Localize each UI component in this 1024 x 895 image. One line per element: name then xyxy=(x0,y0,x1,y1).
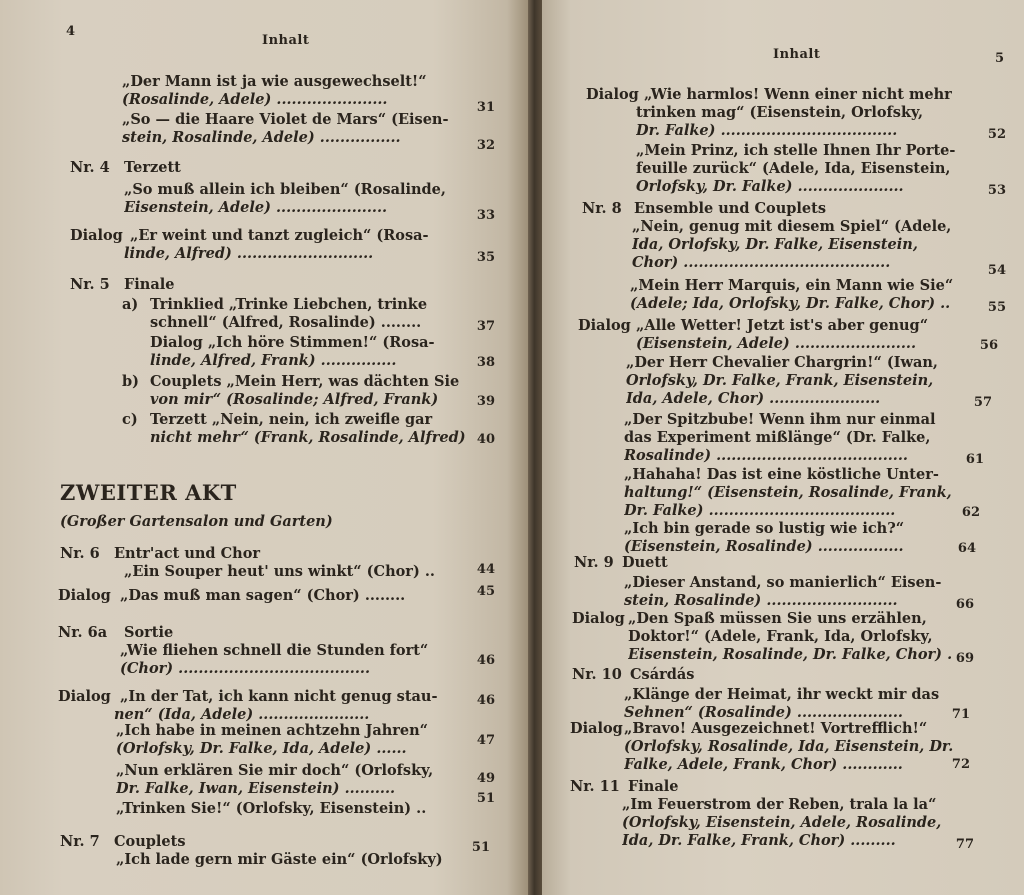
number-label: Nr. 6a xyxy=(58,624,108,641)
number-label: Nr. 11 xyxy=(570,778,620,795)
toc-entry xyxy=(624,466,980,520)
entry-line: Ida, Adele, Chor) ...................... xyxy=(626,390,881,407)
page-number-right: 5 xyxy=(995,51,1005,66)
page-ref: 61 xyxy=(965,452,984,467)
entry-line: Couplets „Mein Herr, was dächten Sie xyxy=(150,373,460,390)
page-ref: 66 xyxy=(955,597,974,612)
toc-entry xyxy=(70,159,495,223)
toc-entry xyxy=(58,584,495,605)
entry-line: „Wie harmlos! Wenn einer nicht mehr xyxy=(644,86,952,103)
running-head-left: Inhalt xyxy=(262,33,310,48)
number-label: Dialog xyxy=(578,317,631,334)
toc-entry xyxy=(572,610,974,664)
entry-line: schnell“ (Alfred, Rosalinde) ........ xyxy=(150,314,422,331)
entry-line: Dr. Falke, Iwan, Eisenstein) .......... xyxy=(116,780,396,797)
section-heading: Ensemble und Couplets xyxy=(634,200,827,217)
entry-line: von mir“ (Rosalinde; Alfred, Frank) xyxy=(150,391,439,408)
entry-line: haltung!“ (Eisenstein, Rosalinde, Frank, xyxy=(624,484,952,501)
entry-line: „Ich habe in meinen achtzehn Jahren“ xyxy=(116,722,429,739)
entry-line: trinken mag“ (Eisenstein, Orlofsky, xyxy=(636,104,924,121)
book-gutter xyxy=(528,0,542,895)
entry-line: (Chor) ...................................... xyxy=(120,660,370,677)
page-ref: 62 xyxy=(961,505,980,520)
entry-line: (Eisenstein, Rosalinde) ................. xyxy=(624,538,904,555)
page-ref: 49 xyxy=(476,771,495,786)
page-ref: 72 xyxy=(951,757,970,772)
entry-line: „Das muß man sagen“ (Chor) ........ xyxy=(120,587,406,604)
page-ref: 56 xyxy=(979,338,998,353)
entry-line: „Wie fliehen schnell die Stunden fort“ xyxy=(120,642,429,659)
entry-line: Eisenstein, Rosalinde, Dr. Falke, Chor) . xyxy=(628,646,953,663)
entry-line: linde, Alfred) ........................... xyxy=(124,245,374,262)
toc-entry xyxy=(60,833,490,869)
page-ref: 38 xyxy=(476,355,495,370)
entry-line: Falke, Adele, Frank, Chor) ............ xyxy=(624,756,903,773)
page-ref: 39 xyxy=(476,394,495,409)
entry-line: (Eisenstein, Adele) ........................ xyxy=(636,335,916,352)
page-ref: 44 xyxy=(476,562,495,577)
entry-line: (Orlofsky, Rosalinde, Ida, Eisenstein, Dr. xyxy=(624,738,954,755)
page-ref: 77 xyxy=(955,837,974,852)
number-label: Dialog xyxy=(572,610,625,627)
entry-line: Ida, Dr. Falke, Frank, Chor) ......... xyxy=(622,832,896,849)
toc-entry xyxy=(116,722,495,758)
toc-entry xyxy=(570,720,970,774)
page-ref: 46 xyxy=(476,653,495,668)
number-label: Dialog xyxy=(570,720,623,737)
toc-entry xyxy=(122,73,495,115)
entry-line: „Alle Wetter! Jetzt ist's aber genug“ xyxy=(636,317,929,334)
page-ref: 45 xyxy=(476,584,495,599)
toc-entry xyxy=(58,624,495,678)
page-ref: 31 xyxy=(476,100,495,115)
entry-line: Dr. Falke) ..................................... xyxy=(624,502,896,519)
page-ref: 40 xyxy=(476,432,495,447)
entry-line: „So — die Haare Violet de Mars“ (Eisen- xyxy=(122,111,449,128)
page-ref: 69 xyxy=(955,651,974,666)
number-label: Dialog xyxy=(586,86,639,103)
entry-line: „Dieser Anstand, so manierlich“ Eisen- xyxy=(624,574,942,591)
entry-line: „Er weint und tanzt zugleich“ (Rosa- xyxy=(130,227,429,244)
toc-entry xyxy=(122,111,495,153)
section-heading: Finale xyxy=(628,778,679,795)
section-heading: Sortie xyxy=(124,624,174,641)
number-label: Nr. 7 xyxy=(60,833,100,850)
entry-line: „Ich lade gern mir Gäste ein“ (Orlofsky) xyxy=(116,851,443,868)
entry-line: (Adele; Ida, Orlofsky, Dr. Falke, Chor) .. xyxy=(630,295,951,312)
number-label: Dialog xyxy=(70,227,123,244)
page-ref: 71 xyxy=(951,707,970,722)
entry-line: Rosalinde) ...................................... xyxy=(624,447,908,464)
page-ref: 52 xyxy=(987,127,1006,142)
entry-line: (Orlofsky, Eisenstein, Adele, Rosalinde, xyxy=(622,814,942,831)
toc-entry xyxy=(630,277,1006,313)
entry-line: Eisenstein, Adele) ...................... xyxy=(124,199,388,216)
running-head-right: Inhalt xyxy=(773,47,821,62)
page-ref: 46 xyxy=(476,693,495,708)
entry-line: „Im Feuerstrom der Reben, trala la la“ xyxy=(622,796,937,813)
entry-line: (Orlofsky, Dr. Falke, Ida, Adele) ...... xyxy=(116,740,407,757)
entry-line: Doktor!“ (Adele, Frank, Ida, Orlofsky, xyxy=(628,628,933,645)
toc-entry xyxy=(586,86,1006,140)
entry-line: (Rosalinde, Adele) ...................... xyxy=(122,91,388,108)
entry-line: „In der Tat, ich kann nicht genug stau- xyxy=(120,688,438,705)
toc-entry xyxy=(570,778,974,850)
entry-line: feuille zurück“ (Adele, Ida, Eisenstein, xyxy=(636,160,951,177)
item-label: b) xyxy=(122,373,139,390)
entry-line: das Experiment mißlänge“ (Dr. Falke, xyxy=(624,429,931,446)
number-label: Nr. 8 xyxy=(582,200,622,217)
page-ref: 53 xyxy=(987,183,1006,198)
entry-line: „Hahaha! Das ist eine köstliche Unter- xyxy=(624,466,939,483)
number-label: Nr. 5 xyxy=(70,276,110,293)
toc-entry xyxy=(636,142,1006,196)
page-ref: 57 xyxy=(973,395,992,410)
toc-entry xyxy=(150,334,495,370)
page-ref: 64 xyxy=(957,541,976,556)
entry-line: „Der Spitzbube! Wenn ihm nur einmal xyxy=(624,411,936,428)
entry-line: „Ein Souper heut' uns winkt“ (Chor) .. xyxy=(124,563,435,580)
entry-line: „Ich bin gerade so lustig wie ich?“ xyxy=(624,520,905,537)
entry-line: „Bravo! Ausgezeichnet! Vortrefflich!“ xyxy=(624,720,928,737)
page-ref: 37 xyxy=(476,319,495,334)
toc-entry xyxy=(122,373,495,409)
section-heading: Duett xyxy=(622,554,668,571)
page-ref: 55 xyxy=(987,300,1006,315)
toc-entry xyxy=(572,666,970,722)
entry-line: Terzett „Nein, nein, ich zweifle gar xyxy=(150,411,433,428)
number-label: Dialog xyxy=(58,688,111,705)
page-ref: 32 xyxy=(476,138,495,153)
act-subtitle: (Großer Gartensalon und Garten) xyxy=(60,513,333,530)
entry-line: Orlofsky, Dr. Falke) ..................... xyxy=(636,178,904,195)
toc-entry xyxy=(116,762,495,798)
number-label: Nr. 6 xyxy=(60,545,100,562)
entry-line: Trinklied „Trinke Liebchen, trinke xyxy=(150,296,428,313)
entry-line: Orlofsky, Dr. Falke, Frank, Eisenstein, xyxy=(626,372,934,389)
page-ref: 51 xyxy=(476,791,495,806)
page-ref: 33 xyxy=(476,208,495,223)
toc-entry xyxy=(578,317,998,353)
item-label: c) xyxy=(122,411,138,428)
section-heading: Couplets xyxy=(114,833,186,850)
number-label: Nr. 4 xyxy=(70,159,110,176)
item-label: a) xyxy=(122,296,139,313)
entry-line: Ida, Orlofsky, Dr. Falke, Eisenstein, xyxy=(632,236,918,253)
page-ref: 51 xyxy=(471,840,490,855)
page-ref: 35 xyxy=(476,250,495,265)
entry-line: stein, Rosalinde, Adele) ................ xyxy=(122,129,401,146)
toc-entry xyxy=(624,520,976,556)
toc-entry xyxy=(624,411,984,465)
entry-line: „Nein, genug mit diesem Spiel“ (Adele, xyxy=(632,218,952,235)
number-label: Nr. 10 xyxy=(572,666,622,683)
toc-entry xyxy=(58,688,495,724)
entry-line: Chor) ......................................... xyxy=(632,254,891,271)
entry-line: linde, Alfred, Frank) ............... xyxy=(150,352,397,369)
act-title: ZWEITER AKT xyxy=(60,480,237,505)
section-heading: Terzett xyxy=(124,159,181,176)
page-ref: 54 xyxy=(987,263,1006,278)
entry-line: Sehnen“ (Rosalinde) ..................... xyxy=(624,704,903,721)
toc-entry xyxy=(626,354,992,408)
entry-line: „Den Spaß müssen Sie uns erzählen, xyxy=(628,610,927,627)
section-heading: Entr'act und Chor xyxy=(114,545,261,562)
entry-line: „Trinken Sie!“ (Orlofsky, Eisenstein) .. xyxy=(116,800,427,817)
number-label: Nr. 9 xyxy=(574,554,614,571)
toc-entry xyxy=(574,554,974,610)
page-number-left: 4 xyxy=(66,24,76,39)
right-page xyxy=(542,0,1024,895)
section-heading: Finale xyxy=(124,276,175,293)
entry-line: „Der Herr Chevalier Chargrin!“ (Iwan, xyxy=(626,354,938,371)
toc-entry xyxy=(582,200,1006,278)
number-label: Dialog xyxy=(58,587,111,604)
entry-line: Dr. Falke) ................................... xyxy=(636,122,898,139)
entry-line: Dialog „Ich höre Stimmen!“ (Rosa- xyxy=(150,334,435,351)
toc-entry xyxy=(122,411,495,447)
entry-line: nicht mehr“ (Frank, Rosalinde, Alfred) xyxy=(150,429,466,446)
toc-entry xyxy=(60,545,495,581)
toc-entry xyxy=(116,791,495,818)
entry-line: „Klänge der Heimat, ihr weckt mir das xyxy=(624,686,940,703)
entry-line: „Mein Herr Marquis, ein Mann wie Sie“ xyxy=(630,277,954,294)
entry-line: „So muß allein ich bleiben“ (Rosalinde, xyxy=(124,181,446,198)
toc-entry xyxy=(122,296,495,332)
entry-line: „Der Mann ist ja wie ausgewechselt!“ xyxy=(122,73,427,90)
entry-line: stein, Rosalinde) .......................... xyxy=(624,592,898,609)
toc-entry xyxy=(70,227,495,263)
entry-line: „Nun erklären Sie mir doch“ (Orlofsky, xyxy=(116,762,434,779)
entry-line: „Mein Prinz, ich stelle Ihnen Ihr Porte- xyxy=(636,142,956,159)
entry-line: nen“ (Ida, Adele) ...................... xyxy=(114,706,370,723)
page-ref: 47 xyxy=(476,733,495,748)
section-heading: Csárdás xyxy=(630,666,695,683)
